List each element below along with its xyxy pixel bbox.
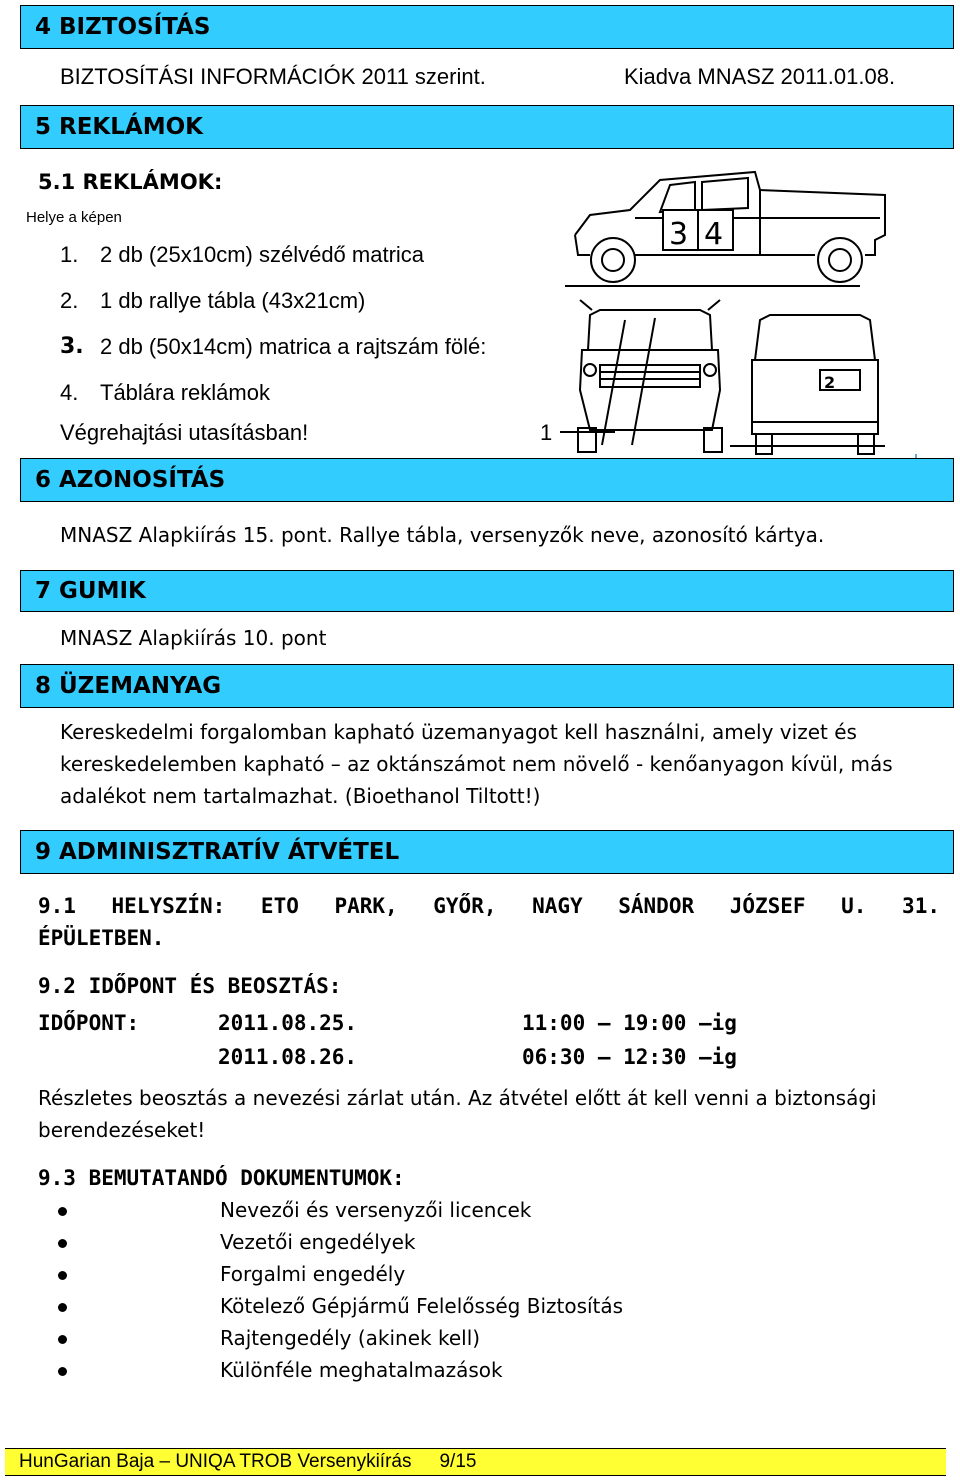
fig-label-3: 3 (669, 217, 689, 252)
schedule-date-1: 2011.08.25. (218, 1011, 358, 1035)
documents-title: 9.3 BEMUTATANDÓ DOKUMENTUMOK: (38, 1166, 405, 1190)
location-word: PARK, (334, 894, 398, 918)
insurance-issued: Kiadva MNASZ 2011.01.08. (624, 64, 896, 89)
bullet-icon (58, 1303, 67, 1312)
document-item: Nevezői és versenyzői licencek (220, 1198, 532, 1222)
bullet-icon (58, 1271, 67, 1280)
fig-label-4: 4 (704, 217, 724, 252)
location-word: GYŐR, (433, 894, 497, 918)
time-title: 9.2 IDŐPONT ÉS BEOSZTÁS: (38, 974, 342, 998)
page-number: 9/15 (439, 1451, 477, 1472)
location-word: 31. (902, 894, 940, 918)
section-5-title: 5 REKLÁMOK (35, 114, 203, 140)
section-6-title: 6 AZONOSÍTÁS (35, 467, 226, 493)
ads-note: Végrehajtási utasításban! (60, 420, 309, 445)
location-word: JÓZSEF (729, 894, 806, 918)
truck-side-view (565, 172, 885, 286)
ad-item-1-number: 1. (60, 242, 79, 267)
fuel-text-line-1: Kereskedelmi forgalomban kapható üzemanyagot kell használni, amely vizet és (60, 720, 857, 744)
bullet-icon (58, 1207, 67, 1216)
tyres-text: MNASZ Alapkiírás 10. pont (60, 626, 327, 650)
fuel-text-line-3: adalékot nem tartalmazhat. (Bioethanol Tiltott!) (60, 784, 541, 808)
insurance-info: BIZTOSÍTÁSI INFORMÁCIÓK 2011 szerint. (60, 64, 486, 89)
ads-subtitle: 5.1 REKLÁMOK: (38, 170, 223, 194)
identification-text: MNASZ Alapkiírás 15. pont. Rallye tábla, versenyzők neve, azonosító kártya. (60, 523, 825, 547)
section-8-header (20, 664, 954, 708)
page-footer (5, 1448, 946, 1476)
fig-label-2: 2 (824, 373, 836, 392)
section-7-header (20, 570, 954, 612)
section-7-title: 7 GUMIK (35, 578, 146, 604)
location-word: SÁNDOR (618, 894, 695, 918)
document-item: Rajtengedély (akinek kell) (220, 1326, 481, 1350)
section-8-title: 8 ÜZEMANYAG (35, 673, 222, 699)
ad-item-4-text: Táblára reklámok (100, 380, 270, 405)
section-4-header (20, 5, 954, 49)
schedule-time-2: 06:30 – 12:30 –ig (522, 1045, 737, 1069)
bullet-icon (58, 1239, 67, 1248)
ads-caption: Helye a képen (26, 209, 122, 226)
truck-placement-figure (520, 160, 920, 470)
location-word: U. (841, 894, 867, 918)
fuel-text-line-2: kereskedelemben kapható – az oktánszámot nem növelő - kenőanyagon kívül, más (60, 752, 893, 776)
section-6-header (20, 458, 954, 502)
schedule-date-2: 2011.08.26. (218, 1045, 358, 1069)
truck-rear-view (752, 315, 878, 454)
schedule-time-1: 11:00 – 19:00 –ig (522, 1011, 737, 1035)
section-9-title: 9 ADMINISZTRATÍV ÁTVÉTEL (35, 839, 400, 865)
bullet-icon (58, 1367, 67, 1376)
fig-label-1: 1 (540, 420, 553, 445)
schedule-detail-line-2: berendezéseket! (38, 1118, 206, 1142)
location-word: NAGY (532, 894, 583, 918)
document-item: Forgalmi engedély (220, 1262, 406, 1286)
ad-item-3-text: 2 db (50x14cm) matrica a rajtszám fölé: (100, 334, 487, 359)
section-5-header (20, 105, 954, 149)
location-word: HELYSZÍN: (111, 894, 226, 918)
truck-front-view (578, 300, 722, 452)
document-item: Kötelező Gépjármű Felelősség Biztosítás (220, 1294, 624, 1318)
section-4-title: 4 BIZTOSÍTÁS (35, 14, 211, 40)
ad-item-1-text: 2 db (25x10cm) szélvédő matrica (100, 242, 425, 267)
footer-title: HunGarian Baja – UNIQA TROB Versenykiírás (19, 1451, 412, 1472)
location-word: ETO (260, 894, 299, 918)
location-line-2: ÉPÜLETBEN. (38, 926, 165, 950)
time-label: IDŐPONT: (38, 1011, 140, 1035)
ad-item-3-number: 3. (60, 334, 84, 359)
schedule-detail-line-1: Részletes beosztás a nevezési zárlat után. Az átvétel előtt át kell venni a biztonsági (38, 1086, 877, 1110)
section-9-header (20, 830, 954, 874)
location-line (38, 894, 940, 918)
document-item: Különféle meghatalmazások (220, 1358, 503, 1382)
document-item: Vezetői engedélyek (220, 1230, 416, 1254)
ad-item-2-text: 1 db rallye tábla (43x21cm) (100, 288, 366, 313)
bullet-icon (58, 1335, 67, 1344)
location-word: 9.1 (38, 894, 76, 918)
ad-item-2-number: 2. (60, 288, 79, 313)
ad-item-4-number: 4. (60, 380, 79, 405)
